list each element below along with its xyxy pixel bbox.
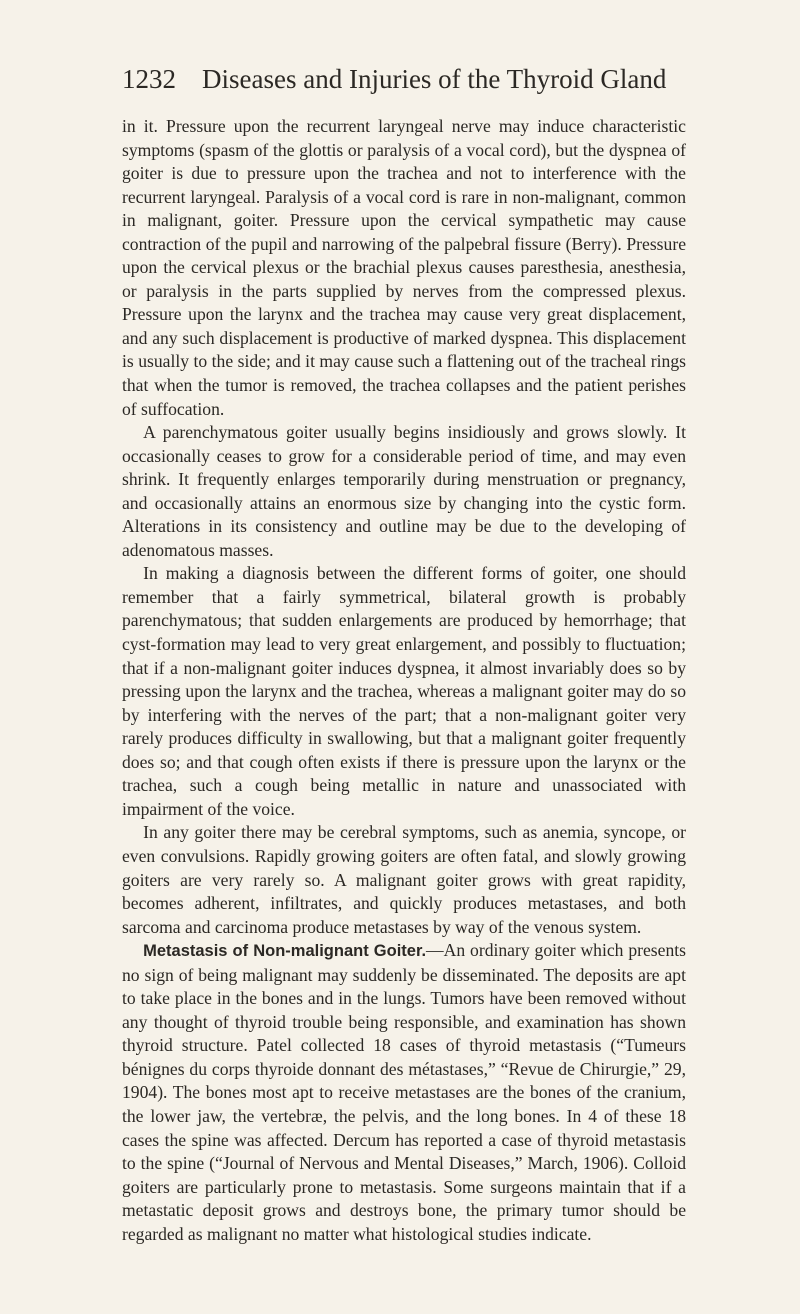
paragraph-4: In any goiter there may be cerebral symptoms, such as anemia, syncope, or even convulsions. Rapidly growing goiters are often fatal, and slowly growing goiters are very rarely so. A malignant goiter grows with great rapidity, becomes adherent, infiltrates, and quickly produces metastases, and both sarcoma and carcinoma produce metastases by way of the venous system.	[122, 822, 686, 937]
paragraph-3: In making a diagnosis between the different forms of goiter, one should remember that a fairly symmetrical, bilateral growth is probably parenchymatous; that sudden enlargements are produced by hemorrhage; that cyst-formation may lead to very great enlargement, and possibly to fluctuation; that if a non-malignant goiter induces dyspnea, it almost invariably does so by pressing upon the larynx and the trachea, whereas a malignant goiter may do so by interfering with the nerves of the part; that a non-malignant goiter very rarely produces difficulty in swallowing, but that a malignant goiter frequently does so; and that cough often exists if there is pressure upon the larynx or the trachea, such a cough being metallic in nature and unassociated with impairment of the voice.	[122, 563, 686, 819]
section-heading-metastasis: Metastasis of Non-malignant Goiter.	[143, 942, 427, 961]
text-body	[122, 115, 686, 1246]
paragraph-5	[122, 939, 686, 1246]
paragraph-1: in it. Pressure upon the recurrent laryngeal nerve may induce characteristic symptoms (spasm of the glottis or paralysis of a vocal cord), but the dyspnea of goiter is due to pressure upon the trachea and not to interference with the recurrent laryngeal. Paralysis of a vocal cord is rare in non-malignant, common in malignant, goiter. Pressure upon the cervical sympathetic may cause contraction of the pupil and narrowing of the palpebral fissure (Berry). Pressure upon the cervical plexus or the brachial plexus causes paresthesia, anesthesia, or paralysis in the parts supplied by nerves from the compressed plexus. Pressure upon the larynx and the trachea may cause very great displacement, and any such displacement is productive of marked dyspnea. This displacement is usually to the side; and it may cause such a flattening out of the tracheal rings that when the tumor is removed, the trachea collapses and the patient perishes of suffocation.	[122, 116, 686, 419]
paragraph-5-text: —An ordinary goiter which presents no sign of being malignant may suddenly be disseminated. The deposits are apt to take place in the bones and in the lungs. Tumors have been removed without any thought of thyroid trouble being responsible, and examination has shown thyroid structure. Patel collected 18 cases of thyroid metastasis (“Tumeurs bénignes du corps thyroide donnant des métastases,” “Revue de Chirurgie,” 29, 1904). The bones most apt to receive metastases are the bones of the cranium, the lower jaw, the vertebræ, the pelvis, and the long bones. In 4 of these 18 cases the spine was affected. Dercum has reported a case of thyroid metastasis to the spine (“Journal of Nervous and Mental Diseases,” March, 1906). Colloid goiters are particularly prone to metastasis. Some surgeons maintain that if a metastatic deposit grows and destroys bone, the primary tumor should be regarded as malignant no matter what histological studies indicate.	[122, 940, 686, 1244]
running-header	[122, 62, 682, 96]
paragraph-2: A parenchymatous goiter usually begins insidiously and grows slowly. It occasionally ceases to grow for a considerable period of time, and may even shrink. It frequently enlarges temporarily during menstruation or pregnancy, and occasionally attains an enormous size by changing into the cystic form. Alterations in its consistency and outline may be due to the developing of adenomatous masses.	[122, 422, 686, 560]
page-number: 1232	[122, 64, 176, 94]
running-title: Diseases and Injuries of the Thyroid Gland	[202, 64, 667, 94]
